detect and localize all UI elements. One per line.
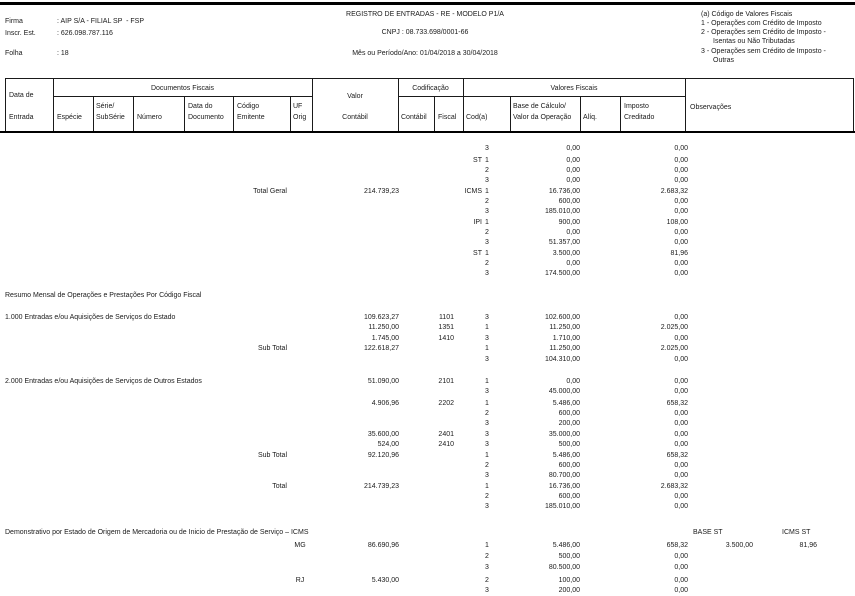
cell-cod: 1 (485, 157, 489, 164)
cell-cod: 3 (485, 388, 489, 395)
table-row (0, 313, 855, 322)
group-header-valores-fiscais: Valores Fiscais (550, 85, 598, 92)
cell-base: 1.710,00 (552, 335, 580, 342)
section-heading-1000: 1.000 Entradas e/ou Aquisições de Serviços do Estado (5, 314, 176, 321)
cell-valor: 35.600,00 (367, 431, 399, 438)
cell-cod: 2 (485, 462, 489, 469)
cell-valor: 214.739,23 (363, 188, 399, 195)
cell-imposto: 0,00 (674, 420, 688, 427)
cell-state: MG (294, 542, 306, 549)
cell-base: 5.486,00 (552, 452, 580, 459)
period-line: Mês ou Período/Ano: 01/04/2018 a 30/04/2018 (352, 50, 498, 57)
table-row (0, 492, 855, 501)
folha-label: Folha (5, 50, 23, 57)
firm-label: Firma (5, 18, 23, 25)
cell-label: Sub Total (257, 452, 287, 459)
col-header-data-de: Data de (9, 92, 34, 99)
table-row (0, 461, 855, 470)
cell-base: 80.700,00 (548, 472, 580, 479)
col-header-data-do: Data do (188, 103, 213, 110)
col-header-aliq: Alíq. (583, 114, 598, 121)
cell-cod: 1 (485, 345, 489, 352)
col-header-valor: Valor (347, 93, 363, 100)
table-row (0, 440, 855, 449)
cell-base: 5.486,00 (552, 400, 580, 407)
cell-imposto: 0,00 (674, 157, 688, 164)
col-header-base-calculo: Base de Cálculo/ (513, 103, 566, 110)
cell-cod: 3 (485, 208, 489, 215)
cell-valor: 92.120,96 (367, 452, 399, 459)
table-row (0, 377, 855, 386)
cell-imposto: 0,00 (674, 431, 688, 438)
cell-cod: 1 (485, 542, 489, 549)
cell-base: 0,00 (566, 229, 580, 236)
table-header-bottom-rule (0, 131, 855, 133)
inscr-label: Inscr. Est. (5, 30, 36, 37)
legend-line: 1 - Operações com Crédito de Imposto (701, 20, 822, 27)
cell-valor: 11.250,00 (368, 324, 399, 331)
cell-cod: 3 (485, 441, 489, 448)
cell-imposto: 658,32 (666, 452, 688, 459)
cell-base: 0,00 (566, 167, 580, 174)
col-header-cod-contabil: Contábil (401, 114, 427, 121)
cell-fiscal: ICMS (464, 188, 482, 195)
cell-imposto: 2.683,32 (660, 188, 688, 195)
cell-valor: 1.745,00 (371, 335, 399, 342)
col-header-cod-a: Cod(a) (466, 114, 488, 121)
cell-cod: 3 (485, 145, 489, 152)
cell-imposto: 0,00 (674, 388, 688, 395)
grid-line (184, 96, 185, 131)
cell-base: 100,00 (558, 577, 580, 584)
cell-valor: 109.623,27 (363, 314, 399, 321)
cell-base_st: 3.500,00 (725, 542, 753, 549)
table-row (0, 323, 855, 332)
cell-imposto: 0,00 (674, 145, 688, 152)
cell-cod: 1 (485, 219, 489, 226)
table-row (0, 355, 855, 364)
cell-base: 0,00 (566, 145, 580, 152)
cell-cfop: 1101 (438, 314, 454, 321)
table-row (0, 399, 855, 408)
cell-cod: 3 (485, 503, 489, 510)
table-row (0, 238, 855, 247)
group-header-codificacao: Codificação (412, 85, 449, 92)
cell-imposto: 0,00 (674, 503, 688, 510)
table-row (0, 176, 855, 185)
cell-base: 51.357,00 (548, 239, 580, 246)
cell-valor: 4.906,96 (371, 400, 399, 407)
cell-imposto: 0,00 (674, 314, 688, 321)
cell-base: 16.736,00 (548, 188, 580, 195)
cell-valor: 214.739,23 (363, 483, 399, 490)
cell-cod: 1 (485, 188, 489, 195)
cell-cod: 1 (485, 378, 489, 385)
cell-cfop: 2401 (438, 431, 454, 438)
section-heading-demonstrativo: Demonstrativo por Estado de Origem de Mercadoria ou de Inicio de Prestação de Serviço – ICMS (5, 529, 309, 536)
cnpj-line: CNPJ : 08.733.698/0001-66 (381, 29, 469, 36)
cell-cod: 3 (485, 431, 489, 438)
cell-imposto: 0,00 (674, 472, 688, 479)
cell-imposto: 0,00 (674, 356, 688, 363)
grid-line (510, 96, 511, 131)
table-row (0, 218, 855, 227)
group-header-documentos-fiscais: Documentos Fiscais (150, 85, 215, 92)
cell-cod: 3 (485, 420, 489, 427)
cell-base: 200,00 (558, 587, 580, 594)
table-row (0, 451, 855, 460)
cell-valor: 122.618,27 (363, 345, 399, 352)
col-header-numero: Número (137, 114, 162, 121)
col-header-uf: UF (293, 103, 303, 110)
cell-cfop: 2202 (438, 400, 454, 407)
cell-valor: 86.690,96 (367, 542, 399, 549)
cell-base: 200,00 (558, 420, 580, 427)
cell-base: 600,00 (558, 493, 580, 500)
cell-base: 900,00 (558, 219, 580, 226)
table-row (0, 387, 855, 396)
cell-cod: 3 (485, 472, 489, 479)
col-header-observacoes: Observações (690, 104, 732, 111)
table-row (0, 207, 855, 216)
cell-state: RJ (295, 577, 305, 584)
top-rule (0, 2, 855, 5)
table-row (0, 228, 855, 237)
table-row (0, 471, 855, 480)
grid-line (685, 78, 686, 131)
cell-cod: 1 (485, 400, 489, 407)
cell-cod: 1 (485, 250, 489, 257)
cell-imposto: 0,00 (674, 410, 688, 417)
cell-cod: 3 (485, 239, 489, 246)
cell-base: 104.310,00 (544, 356, 580, 363)
cell-base: 5.486,00 (552, 542, 580, 549)
cell-base: 600,00 (558, 462, 580, 469)
col-header-entrada: Entrada (9, 114, 34, 121)
cell-fiscal: ST (473, 157, 482, 164)
col-header-valor-operacao: Valor da Operação (513, 114, 572, 121)
cell-base: 3.500,00 (552, 250, 580, 257)
cell-imposto: 0,00 (674, 239, 688, 246)
table-row (0, 334, 855, 343)
cell-imposto: 0,00 (674, 229, 688, 236)
table-row (0, 552, 855, 561)
table-row (0, 430, 855, 439)
cell-cod: 3 (485, 177, 489, 184)
cell-cod: 2 (485, 229, 489, 236)
table-row (0, 166, 855, 175)
cell-imposto: 0,00 (674, 208, 688, 215)
cell-label: Total Geral (253, 188, 287, 195)
cell-cfop: 1351 (438, 324, 454, 331)
cell-base: 185.010,00 (544, 503, 580, 510)
grid-line (580, 96, 581, 131)
cell-valor: 524,00 (377, 441, 399, 448)
col-header-subserie: SubSérie (96, 114, 125, 121)
table-row (0, 144, 855, 153)
cell-base: 500,00 (558, 553, 580, 560)
col-header-codigo: Código (237, 103, 260, 110)
table-row (0, 563, 855, 572)
table-row (0, 502, 855, 511)
cell-cod: 1 (485, 324, 489, 331)
grid-line (133, 96, 134, 131)
cell-cod: 2 (485, 167, 489, 174)
cell-base: 185.010,00 (544, 208, 580, 215)
cell-base: 0,00 (566, 378, 580, 385)
folha-value: : 18 (57, 50, 69, 57)
cell-imposto: 2.025,00 (660, 324, 688, 331)
cell-base: 16.736,00 (548, 483, 580, 490)
cell-imposto: 0,00 (674, 441, 688, 448)
cell-imposto: 0,00 (674, 198, 688, 205)
grid-line (93, 96, 94, 131)
cell-cod: 2 (485, 553, 489, 560)
cell-cod: 1 (485, 483, 489, 490)
cell-imposto: 108,00 (666, 219, 688, 226)
cell-cod: 3 (485, 314, 489, 321)
table-row (0, 269, 855, 278)
col-header-serie: Série/ (96, 103, 115, 110)
cell-base: 11.250,00 (549, 345, 580, 352)
cell-imposto: 0,00 (674, 335, 688, 342)
cell-imposto: 2.025,00 (660, 345, 688, 352)
legend-line: Isentas ou Não Tributadas (713, 38, 795, 45)
cell-base: 600,00 (558, 198, 580, 205)
cell-valor: 5.430,00 (371, 577, 399, 584)
table-row (0, 576, 855, 585)
legend-line: 2 - Operações sem Crédito de Imposto - (701, 29, 826, 36)
table-row (0, 482, 855, 491)
grid-line (312, 78, 313, 131)
col-header-imposto: Imposto (624, 103, 649, 110)
cell-cod: 3 (485, 564, 489, 571)
grid-line (434, 96, 435, 131)
grid-line (620, 96, 621, 131)
grid-line (853, 78, 854, 131)
table-row (0, 249, 855, 258)
legend-line: Outras (713, 57, 735, 64)
base-st-column-header: BASE ST (693, 529, 723, 536)
table-row (0, 259, 855, 268)
cell-cfop: 1410 (438, 335, 454, 342)
cell-cod: 3 (485, 335, 489, 342)
table-header-mid-border (53, 96, 312, 97)
cell-imposto: 2.683,32 (660, 483, 688, 490)
col-header-emitente: Emitente (237, 114, 265, 121)
table-row (0, 409, 855, 418)
cell-imposto: 0,00 (674, 577, 688, 584)
table-row (0, 197, 855, 206)
cell-fiscal: ST (473, 250, 482, 257)
cell-base: 102.600,00 (544, 314, 580, 321)
cell-imposto: 0,00 (674, 167, 688, 174)
grid-line (290, 96, 291, 131)
table-row (0, 541, 855, 550)
cell-base: 0,00 (566, 157, 580, 164)
cell-base: 500,00 (558, 441, 580, 448)
section-heading-2000: 2.000 Entradas e/ou Aquisições de Serviços de Outros Estados (5, 378, 202, 385)
cell-imposto: 81,96 (670, 250, 688, 257)
cell-cod: 3 (485, 270, 489, 277)
cell-cod: 2 (485, 198, 489, 205)
cell-imposto: 0,00 (674, 564, 688, 571)
firm-value: : AIP S/A - FILIAL SP - FSP (57, 18, 145, 25)
inscr-value: : 626.098.787.116 (57, 30, 113, 37)
col-header-especie: Espécie (57, 114, 82, 121)
table-row (0, 156, 855, 165)
cell-imposto: 0,00 (674, 177, 688, 184)
col-header-contabil: Contábil (342, 114, 368, 121)
cell-imposto: 0,00 (674, 270, 688, 277)
cell-label: Total (272, 483, 287, 490)
cell-imposto: 0,00 (674, 260, 688, 267)
cell-base: 174.500,00 (544, 270, 580, 277)
cell-base: 0,00 (566, 260, 580, 267)
cell-valor: 51.090,00 (367, 378, 399, 385)
cell-cod: 2 (485, 260, 489, 267)
cell-icms_st: 81,96 (799, 542, 817, 549)
legend-title: (a) Código de Valores Fiscais (701, 11, 793, 18)
col-header-documento: Documento (188, 114, 224, 121)
legend-line: 3 - Operações sem Crédito de Imposto - (701, 48, 826, 55)
cell-base: 600,00 (558, 410, 580, 417)
table-row (0, 419, 855, 428)
table-row (0, 586, 855, 595)
cell-cod: 3 (485, 587, 489, 594)
cell-cfop: 2101 (438, 378, 454, 385)
cell-base: 35.000,00 (548, 431, 580, 438)
cell-imposto: 0,00 (674, 553, 688, 560)
cell-imposto: 0,00 (674, 462, 688, 469)
cell-cod: 2 (485, 577, 489, 584)
icms-st-column-header: ICMS ST (782, 529, 811, 536)
cell-cod: 2 (485, 410, 489, 417)
cell-base: 11.250,00 (549, 324, 580, 331)
cell-imposto: 0,00 (674, 493, 688, 500)
table-header-mid-border (398, 96, 685, 97)
cell-cfop: 2410 (438, 441, 454, 448)
cell-imposto: 658,32 (666, 400, 688, 407)
table-header-top-border (5, 78, 853, 79)
section-heading-resumo: Resumo Mensal de Operações e Prestações Por Código Fiscal (5, 292, 202, 299)
cell-imposto: 0,00 (674, 378, 688, 385)
table-row (0, 344, 855, 353)
cell-imposto: 0,00 (674, 587, 688, 594)
cell-cod: 2 (485, 493, 489, 500)
col-header-orig: Orig (293, 114, 307, 121)
grid-line (5, 78, 6, 131)
cell-cod: 3 (485, 356, 489, 363)
cell-imposto: 658,32 (666, 542, 688, 549)
report-title: REGISTRO DE ENTRADAS - RE - MODELO P1/A (346, 11, 504, 18)
cell-cod: 1 (485, 452, 489, 459)
table-row (0, 187, 855, 196)
cell-base: 0,00 (566, 177, 580, 184)
col-header-fiscal: Fiscal (438, 114, 457, 121)
cell-label: Sub Total (257, 345, 287, 352)
cell-base: 80.500,00 (548, 564, 580, 571)
cell-base: 45.000,00 (548, 388, 580, 395)
cell-fiscal: IPI (473, 219, 482, 226)
col-header-creditado: Creditado (624, 114, 655, 121)
grid-line (233, 96, 234, 131)
